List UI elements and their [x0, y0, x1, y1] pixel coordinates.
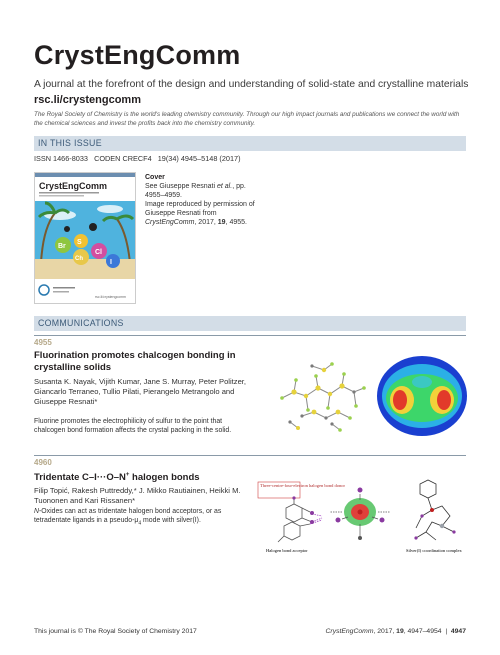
article-divider: [34, 455, 466, 456]
cover-year: , 2017,: [194, 219, 216, 226]
cover-see: See Giuseppe Resnati: [145, 183, 216, 190]
in-this-issue-bar: [34, 136, 466, 151]
cover-title: CrystEngComm: [39, 181, 108, 191]
title-part: Tridentate C–I···: [34, 472, 107, 484]
cover-url-text: rsc.li/crystengcomm: [95, 295, 126, 299]
svg-text:Cl: Cl: [95, 249, 102, 256]
title-part: O: [106, 472, 114, 484]
title-part: –N: [113, 472, 126, 484]
abstract-subscript: 4: [138, 519, 142, 526]
footer-volume: 19: [396, 628, 404, 635]
svg-text:S: S: [77, 239, 82, 246]
cover-volume: 19: [217, 219, 226, 226]
article-authors: Filip Topić, Rakesh Puttreddy,* J. Mikko Rautiainen, Heikki M. Tuononen and Kari Rissanen*: [34, 486, 241, 505]
figure-left-label: Halogen bond acceptor: [266, 548, 308, 553]
communications-heading: COMMUNICATIONS: [38, 318, 124, 328]
article-title[interactable]: Fluorination promotes chalcogen bonding in crystalline solids: [34, 350, 236, 373]
footer-year: , 2017,: [373, 628, 395, 635]
cover-description: [145, 173, 265, 227]
title-superscript: +: [125, 472, 130, 478]
cover-artwork: [35, 173, 135, 303]
footer-journal: CrystEngComm: [325, 628, 374, 635]
cover-reproduced-line: [145, 200, 265, 227]
article-divider: [34, 335, 466, 336]
halogen-bond-figure: [256, 472, 468, 558]
footer-page-number: 4947: [450, 628, 466, 635]
abstract-italic: N: [34, 508, 39, 515]
article-abstract: [34, 508, 254, 528]
title-part: halogen bonds: [129, 472, 200, 484]
volume-info: 19(34) 4945–5148 (2017): [157, 154, 241, 163]
abstract-text: mode with silver(I).: [141, 516, 201, 524]
footer-copyright: This journal is © The Royal Society of Chemistry 2017: [34, 628, 197, 635]
journal-url[interactable]: rsc.li/crystengcomm: [34, 94, 141, 106]
issn: ISSN 1466-8033: [34, 154, 88, 163]
cover-image: [34, 172, 136, 304]
svg-text:Ch: Ch: [75, 256, 83, 262]
svg-text:Br: Br: [58, 243, 66, 250]
figure-box-label: Three-centre-four-electron halogen bond donor: [260, 483, 345, 488]
cover-pages: , pp. 4955–4959.: [145, 183, 246, 199]
article-page-number[interactable]: 4955: [34, 338, 52, 347]
crystal-packing-figure: [272, 358, 372, 436]
coden: CODEN CRECF4: [94, 154, 152, 163]
footer-separator: |: [445, 628, 448, 635]
rsc-blurb: The Royal Society of Chemistry is the world's leading chemistry community. Through our high impact journals and publications we connect the world with the chemical sciences and invest the profits back into the chemistry community.: [34, 111, 460, 127]
electrostatic-potential-map: [376, 352, 468, 440]
abstract-text: -Oxides can act as tridentate halogen bond acceptors, or as tetradentate ligands in a pseudo-μ: [34, 508, 222, 524]
article-title[interactable]: [34, 470, 259, 484]
communications-bar: [34, 316, 466, 331]
article-abstract: Fluorine promotes the electrophilicity of sulfur to the point that chalcogen bond formation affects the crystal packing in the solid.: [34, 418, 232, 434]
figure-right-label: Silver(I) coordination complex: [406, 548, 462, 553]
cover-page: , 4955.: [225, 219, 247, 226]
issn-line: [34, 154, 241, 163]
in-this-issue-heading: IN THIS ISSUE: [38, 138, 102, 148]
journal-tagline: A journal at the forefront of the design and understanding of solid-state and crystalline materials: [34, 79, 469, 90]
cover-reproduced: Image reproduced by permission of Giuseppe Resnati from: [145, 201, 255, 217]
svg-text:I: I: [110, 259, 112, 266]
cover-see-line: [145, 182, 265, 200]
footer-pages: , 4947–4954: [403, 628, 442, 635]
cover-et-al: et al.: [217, 183, 233, 190]
article-page-number[interactable]: 4960: [34, 458, 52, 467]
cover-source-journal: CrystEngComm: [145, 219, 195, 226]
journal-title: CrystEngComm: [34, 40, 241, 70]
article-authors: Susanta K. Nayak, Vijith Kumar, Jane S. Murray, Peter Politzer, Giancarlo Terraneo, Tullio Pilati, Pierangelo Metrangolo and Giuseppe Resnati*: [34, 377, 247, 406]
footer-citation: [326, 628, 466, 635]
cover-heading: Cover: [145, 174, 165, 181]
